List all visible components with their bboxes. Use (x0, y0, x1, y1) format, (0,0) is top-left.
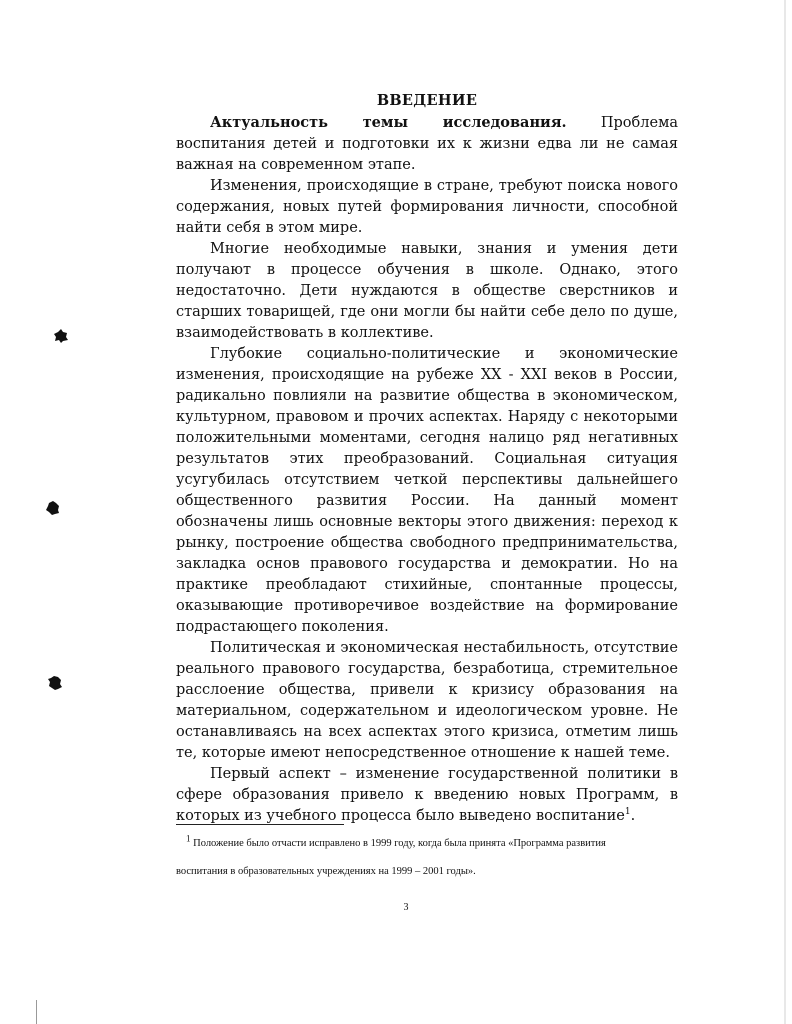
footnote (176, 830, 646, 886)
paragraph-tail: . (630, 808, 636, 824)
scan-blot-icon (54, 329, 68, 343)
section-heading: ВВЕДЕНИЕ (376, 92, 478, 109)
scan-blot-icon (48, 676, 62, 690)
paragraph-1 (176, 112, 678, 176)
footnote-divider (176, 824, 344, 825)
lead-phrase: Актуальность темы исследования. (210, 114, 567, 131)
scan-blot-icon (46, 501, 60, 515)
paragraph-4: Глубокие социально-политические и экономические изменения, происходящие на рубеже XX - XXI веков в России, радикально повлияли на развитие общества в экономическом, культурном, правовом и прочих аспектах. Наряду с некоторыми положительными моментами, сегодня налицо ряд негативных результатов этих преобразований. Социальная ситуация усугубилась отсутствием четкой перспективы дальнейшего общественного развития России. На данный момент обозначены лишь основные векторы этого движения: переход к рынку, построение общества свободного предпринимательства, закладка основ правового государства и демократии. Но на практике преобладают стихийные, спонтанные процессы, оказывающие противоречивое воздействие на формирование подрастающего поколения. (176, 346, 678, 635)
paragraph-6 (176, 764, 678, 827)
footnote-marker: 1 (186, 833, 191, 844)
paragraph-3: Многие необходимые навыки, знания и умения дети получают в процессе обучения в школе. Однако, этого недостаточно. Дети нуждаются в обществе сверстников и старших товарищей, где они могли бы найти себе дело по душе, взаимодействовать в коллективе. (176, 241, 678, 341)
main-text (176, 90, 678, 827)
paragraph-2: Изменения, происходящие в стране, требуют поиска нового содержания, новых путей формирования личности, способной найти себя в этом мире. (176, 178, 678, 236)
scan-edge-mark (36, 1000, 37, 1024)
footnote-reference[interactable]: 1 (624, 807, 631, 818)
paragraph-text: Проблема воспитания детей и подготовки их к жизни едва ли не самая важная на современном этапе. (176, 115, 678, 173)
paragraph-text: Первый аспект – изменение государственной политики в сфере образования привело к введению новых Программ, в которых из учебного процесса было выведено воспитание (176, 766, 678, 824)
paragraph-5: Политическая и экономическая нестабильность, отсутствие реального правового государства, безработица, стремительное расслоение общества, привели к кризису образования на материальном, содержательном и идеологическом уровне. Не останавливаясь на всех аспектах этого кризиса, отметим лишь те, которые имеют непосредственное отношение к нашей теме. (176, 640, 678, 761)
footnote-text: Положение было отчасти исправлено в 1999 году, когда была принята «Программа развития воспитания в образовательных учреждениях на 1999 – 2001 годы». (176, 838, 606, 877)
page-number: 3 (403, 902, 409, 913)
scan-edge-shadow (784, 0, 786, 1024)
